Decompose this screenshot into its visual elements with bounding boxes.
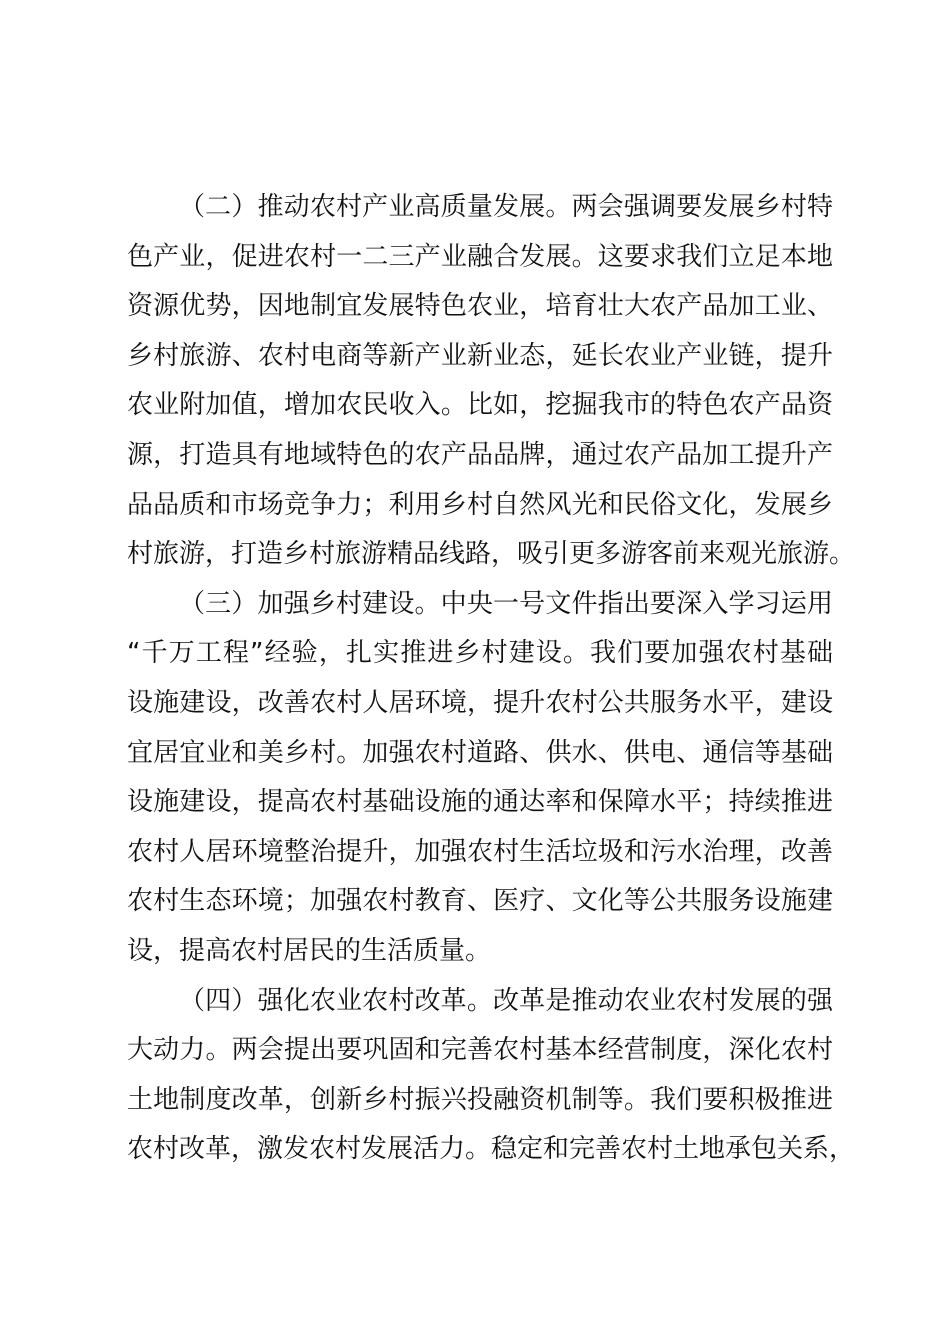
text-line: 资源优势，因地制宜发展特色农业，培育壮大农产品加工业、 (127, 291, 833, 322)
text-line: 大动力。两会提出要巩固和完善农村基本经营制度，深化农村 (127, 1035, 833, 1066)
text-line: 设，提高农村居民的生活质量。 (127, 935, 492, 966)
text-line: 农业附加值，增加农民收入。比如，挖掘我市的特色农产品资 (127, 390, 833, 421)
text-line: （四）强化农业农村改革。改革是推动农业农村发展的强 (179, 985, 833, 1016)
text-line: 宜居宜业和美乡村。加强农村道路、供水、供电、通信等基础 (127, 737, 833, 768)
text-line: 农村人居环境整治提升，加强农村生活垃圾和污水治理，改善 (127, 836, 833, 867)
text-line: 品品质和市场竞争力；利用乡村自然风光和民俗文化，发展乡 (127, 489, 833, 520)
text-line: 农村改革，激发农村发展活力。稳定和完善农村土地承包关系， (127, 1134, 856, 1165)
document-body (127, 183, 856, 1175)
text-line: “千万工程”经验，扎实推进乡村建设。我们要加强农村基础 (127, 638, 833, 669)
text-line: 村旅游，打造乡村旅游精品线路，吸引更多游客前来观光旅游。 (127, 539, 856, 570)
text-line: 设施建设，改善农村人居环境，提升农村公共服务水平，建设 (127, 687, 833, 718)
paragraph-industry-development (127, 183, 856, 580)
text-line: 乡村旅游、农村电商等新产业新业态，延长农业产业链，提升 (127, 340, 833, 371)
text-line: （三）加强乡村建设。中央一号文件指出要深入学习运用 (179, 588, 833, 619)
text-line: 农村生态环境；加强农村教育、医疗、文化等公共服务设施建 (127, 886, 833, 917)
text-line: 源，打造具有地域特色的农产品品牌，通过农产品加工提升产 (127, 439, 833, 470)
text-line: （二）推动农村产业高质量发展。两会强调要发展乡村特 (179, 192, 833, 222)
text-line: 土地制度改革，创新乡村振兴投融资机制等。我们要积极推进 (127, 1084, 833, 1115)
text-line: 设施建设，提高农村基础设施的通达率和保障水平；持续推进 (127, 787, 833, 818)
text-line: 色产业，促进农村一二三产业融合发展。这要求我们立足本地 (127, 241, 833, 272)
paragraph-rural-construction (127, 580, 833, 977)
paragraph-rural-reform (127, 977, 856, 1175)
